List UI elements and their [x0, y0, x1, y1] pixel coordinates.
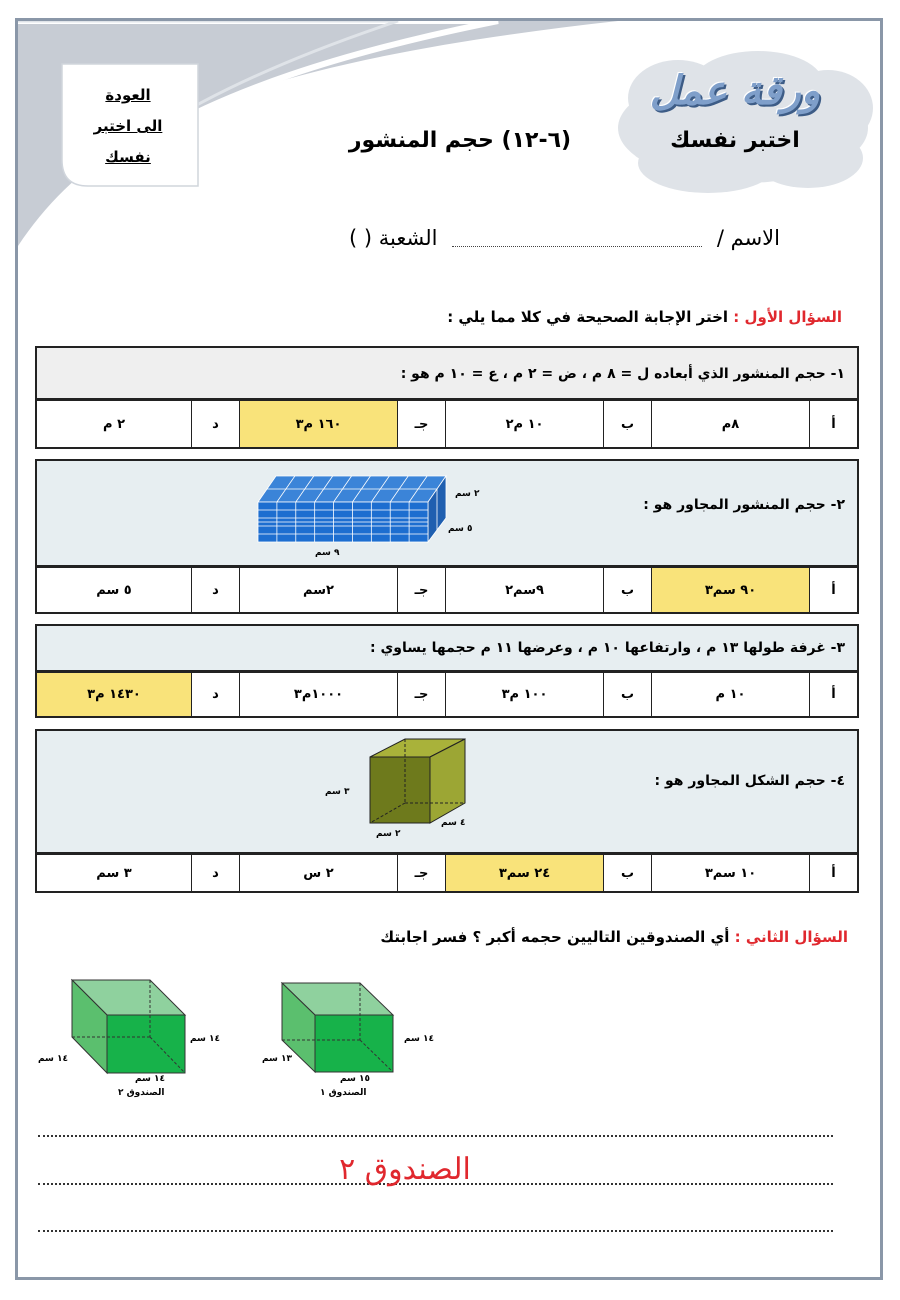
q1-instruction: اختر الإجابة الصحيحة في كلا مما يلي : [447, 308, 729, 326]
option-b[interactable]: ١٠ م٢ [445, 401, 603, 447]
option-letter: ب [603, 673, 651, 716]
q1-item3-text: ٣- غرفة طولها ١٣ م ، وارتفاعها ١٠ م ، وعرضها ١١ م حجمها يساوي : [369, 640, 845, 656]
q1-heading [447, 308, 842, 326]
worksheet-title: ورقة عمل [649, 68, 821, 114]
option-letter: د [191, 855, 239, 891]
q1-item2-options [35, 566, 859, 614]
fig2-length-label: ٩ سم [315, 548, 340, 558]
option-b[interactable]: ١٠٠ م٣ [445, 673, 603, 716]
box2-figure [70, 975, 220, 1075]
option-a[interactable]: ١٠ سم٣ [651, 855, 809, 891]
option-letter: ب [603, 401, 651, 447]
q2-heading [380, 928, 848, 946]
box1-figure [280, 980, 430, 1075]
option-c[interactable]: ١٠٠٠م٣ [239, 673, 397, 716]
back-line-3: نفسك [105, 148, 151, 166]
option-letter: جـ [397, 568, 445, 612]
option-letter: د [191, 568, 239, 612]
back-line-2: الى اختبر [93, 117, 163, 135]
option-d[interactable]: ٥ سم [96, 582, 132, 598]
option-d[interactable]: ٣ سم [96, 865, 132, 881]
fig4-width-label: ٢ سم [376, 829, 401, 839]
fig2-height-label: ٢ سم [455, 489, 480, 499]
box1-height-label: ١٤ سم [404, 1034, 435, 1044]
option-a[interactable]: ٨م [651, 401, 809, 447]
option-letter: أ [809, 855, 857, 891]
q1-item4-options [35, 853, 859, 893]
option-d[interactable]: ٢ م [103, 416, 125, 432]
name-label: الاسم / [716, 226, 780, 250]
q1-item1-text: ١- حجم المنشور الذي أبعاده ل = ٨ م ، ض = ٢ م ، ع = ١٠ م هو : [400, 366, 845, 382]
q1-item3-options [35, 671, 859, 718]
box1-name: الصندوق ١ [320, 1088, 367, 1098]
section-label: الشعبة ( ) [349, 226, 438, 250]
box2-name: الصندوق ٢ [118, 1088, 165, 1098]
student-info-row [200, 226, 780, 250]
lesson-title: (٦-١٢) حجم المنشور [348, 128, 572, 153]
answer-line-3[interactable] [38, 1230, 833, 1232]
box2-depth-label: ١٤ سم [38, 1054, 69, 1064]
option-a[interactable]: ١٠ م [651, 673, 809, 716]
box1-depth-label: ١٣ سم [262, 1054, 293, 1064]
option-letter: جـ [397, 401, 445, 447]
back-to-test-yourself-button[interactable] [58, 60, 198, 185]
option-letter: أ [809, 401, 857, 447]
box1-width-label: ١٥ سم [340, 1074, 371, 1084]
answer-line-1[interactable] [38, 1135, 833, 1137]
option-letter: أ [809, 568, 857, 612]
box2-height-label: ١٤ سم [190, 1034, 221, 1044]
option-letter: ب [603, 568, 651, 612]
q1-item1-options [35, 399, 859, 449]
option-d-correct[interactable]: ١٤٣٠ م٣ [37, 673, 191, 716]
option-letter: د [191, 401, 239, 447]
fig4-height-label: ٣ سم [325, 787, 350, 797]
option-letter: أ [809, 673, 857, 716]
q2-label: السؤال الثاني : [734, 928, 848, 946]
q2-question: أي الصندوقين التاليين حجمه أكبر ؟ فسر اجابتك [380, 928, 730, 946]
option-b-correct[interactable]: ٢٤ سم٣ [445, 855, 603, 891]
option-letter: جـ [397, 855, 445, 891]
option-letter: ب [603, 855, 651, 891]
prism-grid-figure [250, 470, 450, 550]
q1-item3-box [35, 624, 859, 672]
q1-label: السؤال الأول : [733, 308, 842, 326]
option-c-correct[interactable]: ١٦٠ م٣ [239, 401, 397, 447]
option-letter: د [191, 673, 239, 716]
worksheet-subtitle: اختبر نفسك [670, 128, 800, 153]
name-field[interactable] [452, 232, 702, 247]
option-c[interactable]: ٢سم [239, 568, 397, 612]
q1-item4-text: ٤- حجم الشكل المجاور هو : [654, 773, 845, 789]
option-a-correct[interactable]: ٩٠ سم٣ [651, 568, 809, 612]
box2-width-label: ١٤ سم [135, 1074, 166, 1084]
back-line-1: العودة [105, 86, 151, 104]
q1-item2-text: ٢- حجم المنشور المجاور هو : [643, 497, 845, 513]
handwritten-answer: الصندوق ٢ [339, 1152, 471, 1187]
fig2-width-label: ٥ سم [448, 524, 473, 534]
option-c[interactable]: ٢ س [239, 855, 397, 891]
q1-item1-box [35, 346, 859, 400]
option-b[interactable]: ٩سم٢ [445, 568, 603, 612]
fig4-length-label: ٤ سم [441, 818, 466, 828]
option-letter: جـ [397, 673, 445, 716]
